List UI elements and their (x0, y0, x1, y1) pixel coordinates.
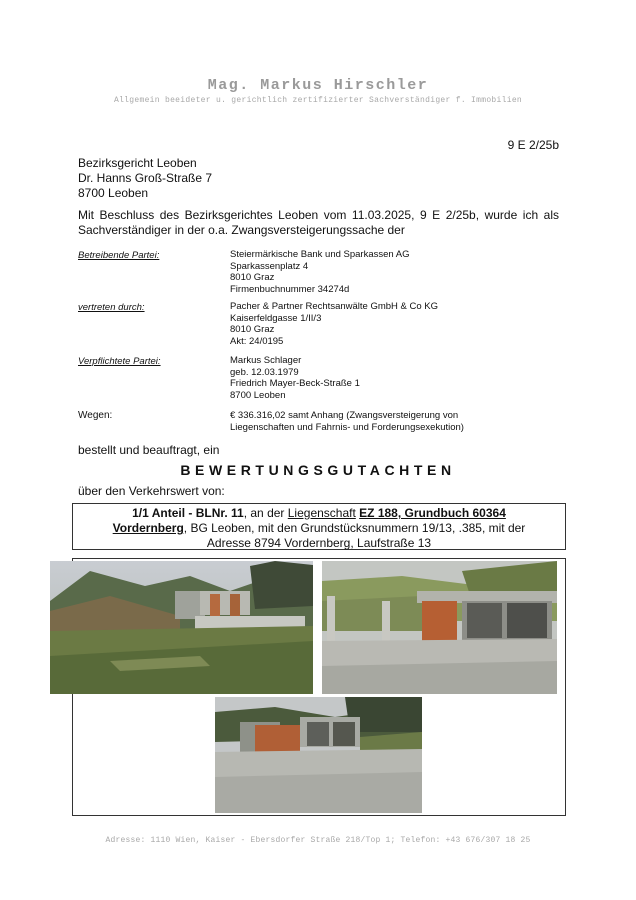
court-city: 8700 Leoben (78, 186, 149, 200)
party-line: Pacher & Partner Rechtsanwälte GmbH & Co KG (230, 301, 439, 312)
party-line: Sparkassenplatz 4 (230, 260, 309, 272)
photo-frame (72, 558, 566, 816)
betreibende-partei-label: Betreibende Partei: (78, 250, 160, 261)
party-line: geb. 12.03.1979 (230, 366, 299, 378)
party-line: Firmenbuchnummer 34274d (230, 284, 350, 296)
party-line: Kaiserfeldgasse 1/II/3 (230, 312, 322, 324)
party-line: Markus Schlager (230, 355, 302, 366)
footer-address: Adresse: 1110 Wien, Kaiser - Ebersdorfer Straße 218/Top 1; Telefon: +43 676/307 18 25 (105, 836, 531, 845)
betreibende-partei-value (230, 249, 520, 296)
party-line: Liegenschaften und Fahrnis- und Forderungsexekution) (230, 421, 464, 433)
object-text: , BG Leoben, mit den Grundstücksnummern 19/13, .385, mit der (183, 521, 526, 535)
party-line: Akt: 24/0195 (230, 336, 284, 348)
party-line: 8010 Graz (230, 324, 275, 336)
bestellt-text: bestellt und beauftragt, ein (78, 443, 220, 457)
property-photo-1 (50, 561, 313, 694)
object-description-box (72, 503, 566, 550)
document-title: BEWERTUNGSGUTACHTEN (180, 462, 456, 478)
ueber-text: über den Verkehrswert von: (78, 484, 225, 498)
verpflichtete-partei-value (230, 355, 520, 402)
object-text: , an der (243, 506, 288, 520)
party-line: € 336.316,02 samt Anhang (Zwangsversteigerung von (230, 410, 459, 421)
party-line: Friedrich Mayer-Beck-Straße 1 (230, 378, 360, 390)
intro-paragraph: Mit Beschluss des Bezirksgerichtes Leoben vom 11.03.2025, 9 E 2/25b, wurde ich als Sachverständiger in der o.a. Zwangsversteigerungssache der (78, 208, 559, 237)
case-number: 9 E 2/25b (507, 138, 559, 152)
vertreten-durch-label: vertreten durch: (78, 302, 145, 313)
wegen-value (230, 410, 520, 433)
court-name: Bezirksgericht Leoben (78, 156, 197, 170)
object-address: Adresse 8794 Vordernberg, Laufstraße 13 (206, 536, 432, 550)
verpflichtete-partei-label: Verpflichtete Partei: (78, 356, 161, 367)
object-share: 1/1 Anteil - BLNr. 11 (132, 506, 244, 520)
court-address (78, 156, 212, 201)
letterhead-name: Mag. Markus Hirschler (207, 77, 429, 94)
party-line: 8010 Graz (230, 272, 275, 284)
property-photo-2 (322, 561, 557, 694)
property-photo-3 (215, 697, 422, 813)
party-line: 8700 Leoben (230, 390, 286, 402)
party-line: Steiermärkische Bank und Sparkassen AG (230, 249, 410, 260)
object-ort: Vordernberg (112, 521, 184, 535)
court-street: Dr. Hanns Groß-Straße 7 (78, 171, 213, 185)
wegen-label: Wegen: (78, 410, 113, 421)
letterhead-subtitle: Allgemein beeideter u. gerichtlich zertifizierter Sachverständiger f. Immobilien (113, 96, 523, 105)
vertreten-durch-value (230, 301, 520, 348)
object-ez: EZ 188, Grundbuch 60364 (359, 506, 506, 520)
object-liegenschaft: Liegenschaft (287, 506, 356, 520)
